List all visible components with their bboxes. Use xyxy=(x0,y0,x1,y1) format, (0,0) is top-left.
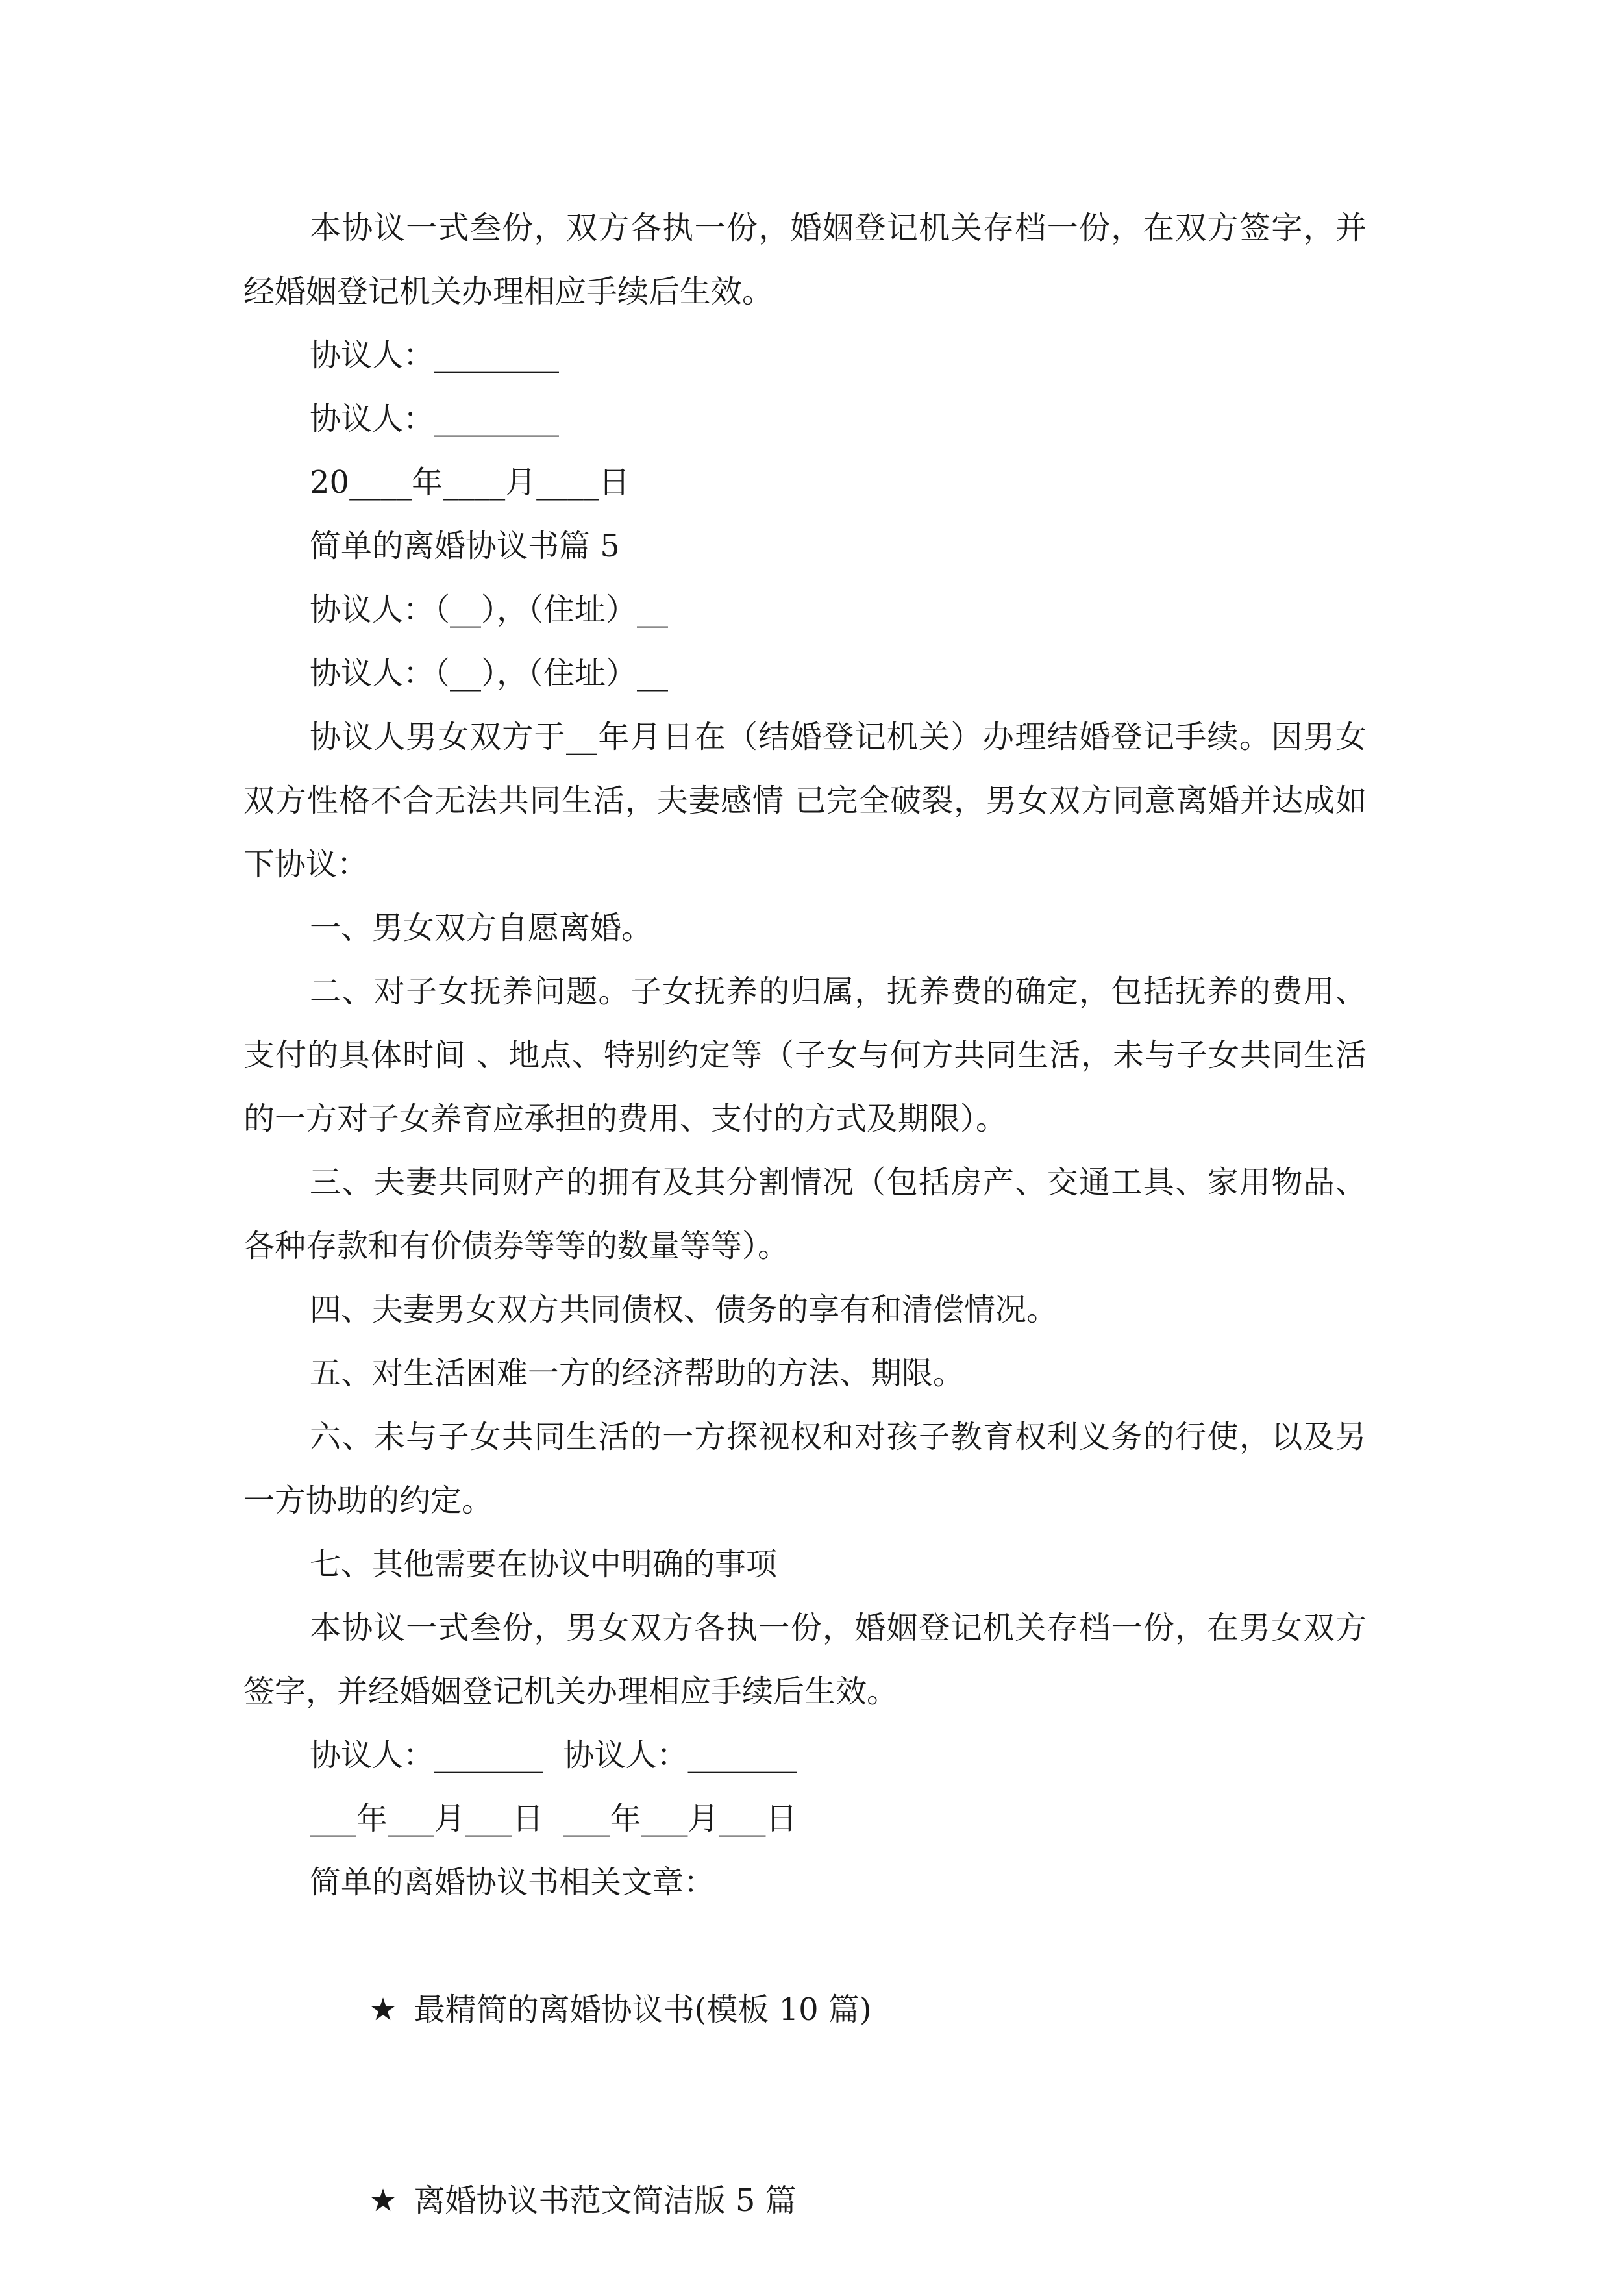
signatory-line-2: 协议人：________ xyxy=(310,401,560,437)
date-pair-line: ___年___月___日 ___年___月___日 xyxy=(310,1801,797,1837)
section-heading: 简单的离婚协议书篇 5 xyxy=(310,528,620,564)
related-article-link-1[interactable] xyxy=(243,1914,1367,2105)
related-articles-heading: 简单的离婚协议书相关文章： xyxy=(310,1864,715,1901)
clause-5: 五、对生活困难一方的经济帮助的方法、期限。 xyxy=(310,1355,965,1391)
document-body xyxy=(243,196,1367,2296)
paragraph-copies-clause: 本协议一式叁份，双方各执一份，婚姻登记机关存档一份，在双方签字，并经婚姻登记机关办理相应手续后生效。 xyxy=(243,210,1367,310)
related-article-title: 最精简的离婚协议书(模板 10 篇) xyxy=(414,1991,872,2028)
signatory-pair-line: 协议人：_______ 协议人：_______ xyxy=(310,1737,797,1773)
clause-1: 一、男女双方自愿离婚。 xyxy=(310,910,653,946)
signatory-line-1: 协议人：________ xyxy=(310,337,560,373)
clause-6: 六、未与子女共同生活的一方探视权和对孩子教育权利义务的行使，以及另一方协助的约定。 xyxy=(243,1419,1367,1519)
party-line-1: 协议人：（__），（住址）__ xyxy=(310,592,669,628)
related-article-link-2[interactable] xyxy=(243,2105,1367,2296)
party-line-2: 协议人：（__），（住址）__ xyxy=(310,655,669,692)
star-icon: ★ xyxy=(369,1991,397,2028)
clause-2: 二、对子女抚养问题。子女抚养的归属，抚养费的确定，包括抚养的费用、支付的具体时间 、地点、特别约定等（子女与何方共同生活，未与子女共同生活的一方对子女养育应承担的费用、支付的方式及期限）。 xyxy=(243,973,1367,1137)
date-line: 20____年____月____日 xyxy=(310,464,630,501)
clause-3: 三、夫妻共同财产的拥有及其分割情况（包括房产、交通工具、家用物品、各种存款和有价债券等等的数量等等）。 xyxy=(243,1164,1367,1264)
paragraph-marriage-registration: 协议人男女双方于__年月日在（结婚登记机关）办理结婚登记手续。因男女双方性格不合无法共同生活，夫妻感情 已完全破裂，男女双方同意离婚并达成如下协议： xyxy=(243,719,1367,882)
clause-7: 七、其他需要在协议中明确的事项 xyxy=(310,1546,778,1582)
clause-4: 四、夫妻男女双方共同债权、债务的享有和清偿情况。 xyxy=(310,1292,1058,1328)
star-icon: ★ xyxy=(369,2182,397,2219)
paragraph-copies-clause-2: 本协议一式叁份，男女双方各执一份，婚姻登记机关存档一份，在男女双方签字，并经婚姻登记机关办理相应手续后生效。 xyxy=(243,1610,1367,1710)
related-article-title: 离婚协议书范文简洁版 5 篇 xyxy=(414,2182,797,2219)
